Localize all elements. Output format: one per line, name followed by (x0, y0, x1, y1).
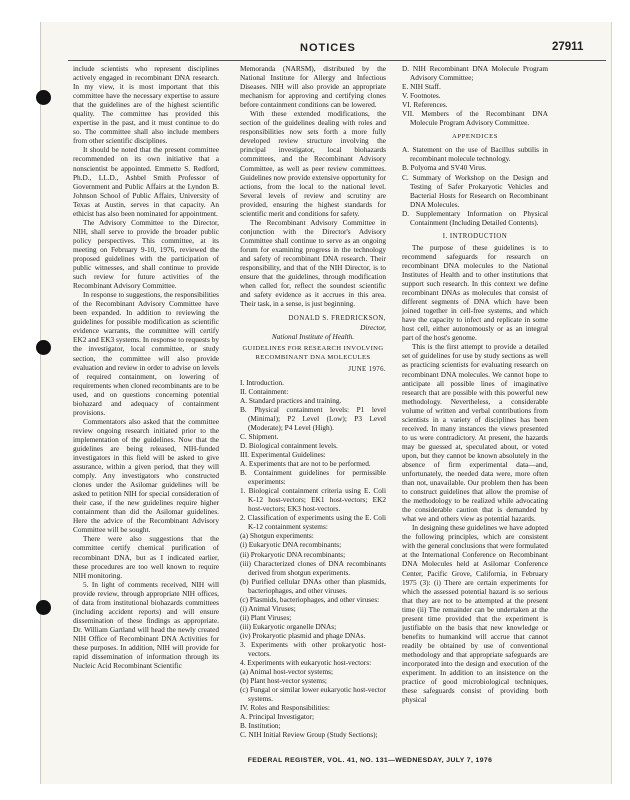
toc-item: A. Principal Investigator; (240, 712, 314, 722)
toc-item: 3. Experiments with other prokaryotic host-vectors. (240, 640, 386, 659)
toc-item: A. Experiments that are not to be performed. (240, 459, 371, 469)
toc-item: B. Physical containment levels: P1 level (Minimal); P2 Level (Low); P3 Level (Moderate); P4 Level (High). (240, 404, 386, 432)
toc-item: B. Institution; (240, 721, 281, 731)
toc-item: I. Introduction. (240, 377, 284, 387)
paragraph: It should be noted that the present committee recommended on its own initiative that a nonscientist be appointed. Emmette S. Redford, Ph.D., LL.D., Ashbel Smith Professor of Government and Public Affairs at the Lyndon B. Johnson School of Public Affairs, University of Texas at Austin, serves in that capacity. An ethicist has also been nominated for appointment. (73, 145, 219, 218)
toc-item: (b) Purified cellular DNAs other than plasmids, bacteriophages, and other viruses. (240, 576, 386, 595)
paragraph: include scientists who represent disciplines actively engaged in recombinant DNA research. In my view, it is most important that this committee have the necessary expertise to assure that the guidelines are of the highest scientific quality. The committee has provided this expertise in the past, and it must continue to do so. The committee shall also include members from other scientific disciplines. (73, 64, 219, 146)
appendix-item: C. Summary of Workshop on the Design and Testing of Safer Prokaryotic Vehicles and Bacterial Hosts for Research on Recombinant DNA Molecules. (402, 172, 548, 209)
column-1 (73, 64, 219, 670)
paragraph: The Recombinant Advisory Committee in conjunction with the Director's Advisory Committee shall continue to serve as an ongoing forum for examining progress in the technology and safety of recombinant DNA research. Their responsibility, and that of the NIH Director, is to ensure that the guidelines, through modification when called for, reflect the soundest scientific and safety evidence as it accrues in this area. Their task, in a sense, is just beginning. (240, 217, 386, 309)
toc-item: (i) Animal Viruses; (240, 603, 296, 613)
appendices-list (402, 145, 548, 226)
toc-item: (b) Plant host-vector systems; (240, 676, 327, 686)
signature-name: DONALD S. FREDRICKSON, (288, 315, 386, 323)
toc-item: IV. Roles and Responsibilities: (240, 703, 330, 713)
paragraph: The purpose of these guidelines is to recommend safeguards for research on recombinant DNA molecules to the National Institutes of Health and to other institutions that support such research. In this context we define recombinant DNAs as molecules that consist of different segments of DNA which have been joined together in cell-free systems, and which have the capacity to infect and replicate in some host cell, either autonomously or as an integral part of the host's genome. (402, 242, 548, 343)
toc-item: D. NIH Recombinant DNA Molecule Program Advisory Committee; (402, 64, 548, 83)
appendices-heading: APPENDICES (452, 133, 498, 141)
toc-item: (iv) Prokaryotic plasmid and phage DNAs. (240, 630, 366, 640)
toc-item: E. NIH Staff. (402, 82, 441, 92)
paragraph: In response to suggestions, the responsibilities of the Recombinant Advisory Committee have been expanded. In addition to reviewing the guidelines for possible modification as scientific evidence warrants, the committee will certify EK2 and EK3 systems. In response to requests by the investigator, local committee, or study section, the committee will also provide evaluation and review in order to advise on levels of required containment, on lowering of requirements when cloned recombinants are to be used, and on questions concerning potential biohazard and adequacy of containment provisions. (73, 290, 219, 417)
column-3 (402, 64, 548, 704)
paragraph: Memoranda (NARSM), distributed by the National Institute for Allergy and Infectious Diseases. NIH will also provide an appropriate mechanism for approving and certifying clones before containment conditions can be lowered. (240, 64, 386, 110)
toc-item: V. Footnotes. (402, 91, 441, 101)
toc-item: (c) Plasmids, bacteriophages, and other viruses: (240, 594, 380, 604)
toc-item: C. Shipment. (240, 431, 279, 441)
punch-hole (36, 340, 51, 355)
signature-title: Director, (360, 323, 386, 333)
table-of-contents-continued (402, 64, 548, 127)
page-footer: FEDERAL REGISTER, VOL. 41, NO. 131—WEDNESDAY, JULY 7, 1976 (247, 757, 493, 764)
toc-item: 4. Experiments with eukaryotic host-vectors: (240, 658, 372, 668)
column-2 (240, 64, 386, 740)
guidelines-date: JUNE 1976. (348, 365, 386, 373)
paragraph: Commentators also asked that the committee review ongoing research initiated prior to the implementation of the guidelines. Now that the guidelines are being released, NIH-funded investigators in this field will be asked to give assurance, within a given period, that they will comply. Any investigators who constructed clones under the Asilomar guidelines will be asked to petition NIH for special consideration of their case, if the new guidelines require higher containment than did the Asilomar guidelines. Here the advice of the Recombinant Advisory Committee will be sought. (73, 416, 219, 535)
toc-item: III. Experimental Guidelines: (240, 450, 326, 460)
paragraph: There were also suggestions that the committee certify chemical purification of recombinant DNA, but as I indicated earlier, these procedures are too well known to require NIH monitoring. (73, 534, 219, 580)
toc-item: (iii) Characterized clones of DNA recombinants derived from shotgun experiments. (240, 558, 386, 577)
toc-item: (ii) Prokaryotic DNA recombinants; (240, 549, 346, 559)
toc-item: VI. References. (402, 100, 448, 110)
appendix-item: A. Statement on the use of Bacillus subtilis in recombinant molecule technology. (402, 145, 548, 164)
toc-item: A. Standard practices and training. (240, 395, 342, 405)
paragraph: In designing these guidelines we have adopted the following principles, which are consistent with the general conclusions that were formulated at the International Conference on Recombinant DNA Molecules held at Asilomar Conference Center, Pacific Grove, California, in February 1975 (3): (i) There are certain experiments for which the assessed potential hazard is so serious that they are not to be attempted at the present time (ii) The remainder can be undertaken at the present time provided that the experiment is justifiable on the basis that new knowledge or benefits to humankind will accrue that cannot readily be obtained by use of conventional methodology and that appropriate safeguards are incorporated into the design and execution of the experiment. In addition to an insistence on the practice of good microbiological techniques, these safeguards consist of providing both physical (402, 523, 548, 705)
guidelines-heading: GUIDELINES FOR RESEARCH INVOLVING RECOMBINANT DNA MOLECULES (242, 345, 384, 361)
toc-item: (c) Fungal or similar lower eukaryotic host-vector systems. (240, 685, 386, 704)
header-rule (68, 60, 606, 61)
toc-item: (a) Animal host-vector systems; (240, 667, 334, 677)
page-header-title: NOTICES (300, 42, 356, 54)
toc-item: (a) Shotgun experiments: (240, 531, 314, 541)
page-number: 27911 (552, 41, 584, 53)
paragraph: 5. In light of comments received, NIH will provide review, through appropriate NIH offices, of data from institutional biohazards committees (including accident reports) and will ensure dissemination of these findings as appropriate. Dr. William Gartland will head the newly created NIH Office of Recombinant DNA Activities for these purposes. In addition, NIH will provide for rapid dissemination of information through its Nucleic Acid Recombinant Scientific (73, 579, 219, 671)
punch-hole (36, 90, 51, 105)
toc-item: B. Containment guidelines for permissible experiments: (240, 468, 386, 487)
table-of-contents (240, 378, 386, 740)
toc-item: C. NIH Initial Review Group (Study Sections); (240, 730, 378, 740)
toc-item: (i) Eukaryotic DNA recombinants; (240, 540, 342, 550)
toc-item: 2. Classification of experiments using the E. Coli K-12 containment systems: (240, 513, 386, 532)
punch-hole (36, 600, 51, 615)
toc-item: (iii) Eukaryotic organelle DNAs; (240, 621, 337, 631)
paragraph: With these extended modifications, the section of the guidelines dealing with roles and responsibilities now sets forth a more fully developed review structure involving the principal investigator, local biohazards committees, and the Recombinant Advisory Committee, as well as peer review committees. Guidelines now provide extensive opportunity for actions, from the local to the national level. Several levels of review and scrutiny are provided, ensuring the highest standards for scientific merit and conditions for safety. (240, 109, 386, 218)
signature-organization: National Institute of Health. (271, 332, 355, 342)
toc-item: (ii) Plant Viruses; (240, 612, 292, 622)
appendix-item: D. Supplementary Information on Physical Containment (Including Detailed Contents). (402, 208, 548, 227)
toc-item: VII. Members of the Recombinant DNA Molecule Program Advisory Committee. (402, 109, 548, 128)
paragraph: This is the first attempt to provide a detailed set of guidelines for use by study sections as well as practicing scientists for evaluating research on recombinant DNA molecules. We cannot hope to anticipate all possible lines of imaginative research that are possible with this powerful new methodology. Nevertheless, a considerable volume of written and verbal contributions from scientists in a variety of disciplines has been received. In many instances the views presented to us were contradictory. At present, the hazards may be guessed at, speculated about, or voted upon, but they cannot be known absolutely in the absence of firm experimental data—and, unfortunately, the needed data were, more often than not, unavailable. Our problem then has been to construct guidelines that allow the promise of the methodology to be realized while advocating the considerable caution that is demanded by what we and others view as potential hazards. (402, 342, 548, 524)
section-heading: I. INTRODUCTION (442, 232, 508, 240)
paragraph: The Advisory Committee to the Director, NIH, shall serve to provide the broader public policy perspectives. This committee, at its meeting on February 9-10, 1976, reviewed the proposed guidelines with the participation of public witnesses, and shall continue to provide such review for future activities of the Recombinant Advisory Committee. (73, 217, 219, 291)
appendix-item: B. Polyoma and SV40 Virus. (402, 163, 487, 173)
toc-item: 1. Biological containment criteria using E. Coli K-12 host-vectors; EK1 host-vectors; EK2 host-vectors; EK3 host-vectors. (240, 486, 386, 514)
toc-item: D. Biological containment levels. (240, 440, 338, 450)
toc-item: II. Containment: (240, 386, 289, 396)
